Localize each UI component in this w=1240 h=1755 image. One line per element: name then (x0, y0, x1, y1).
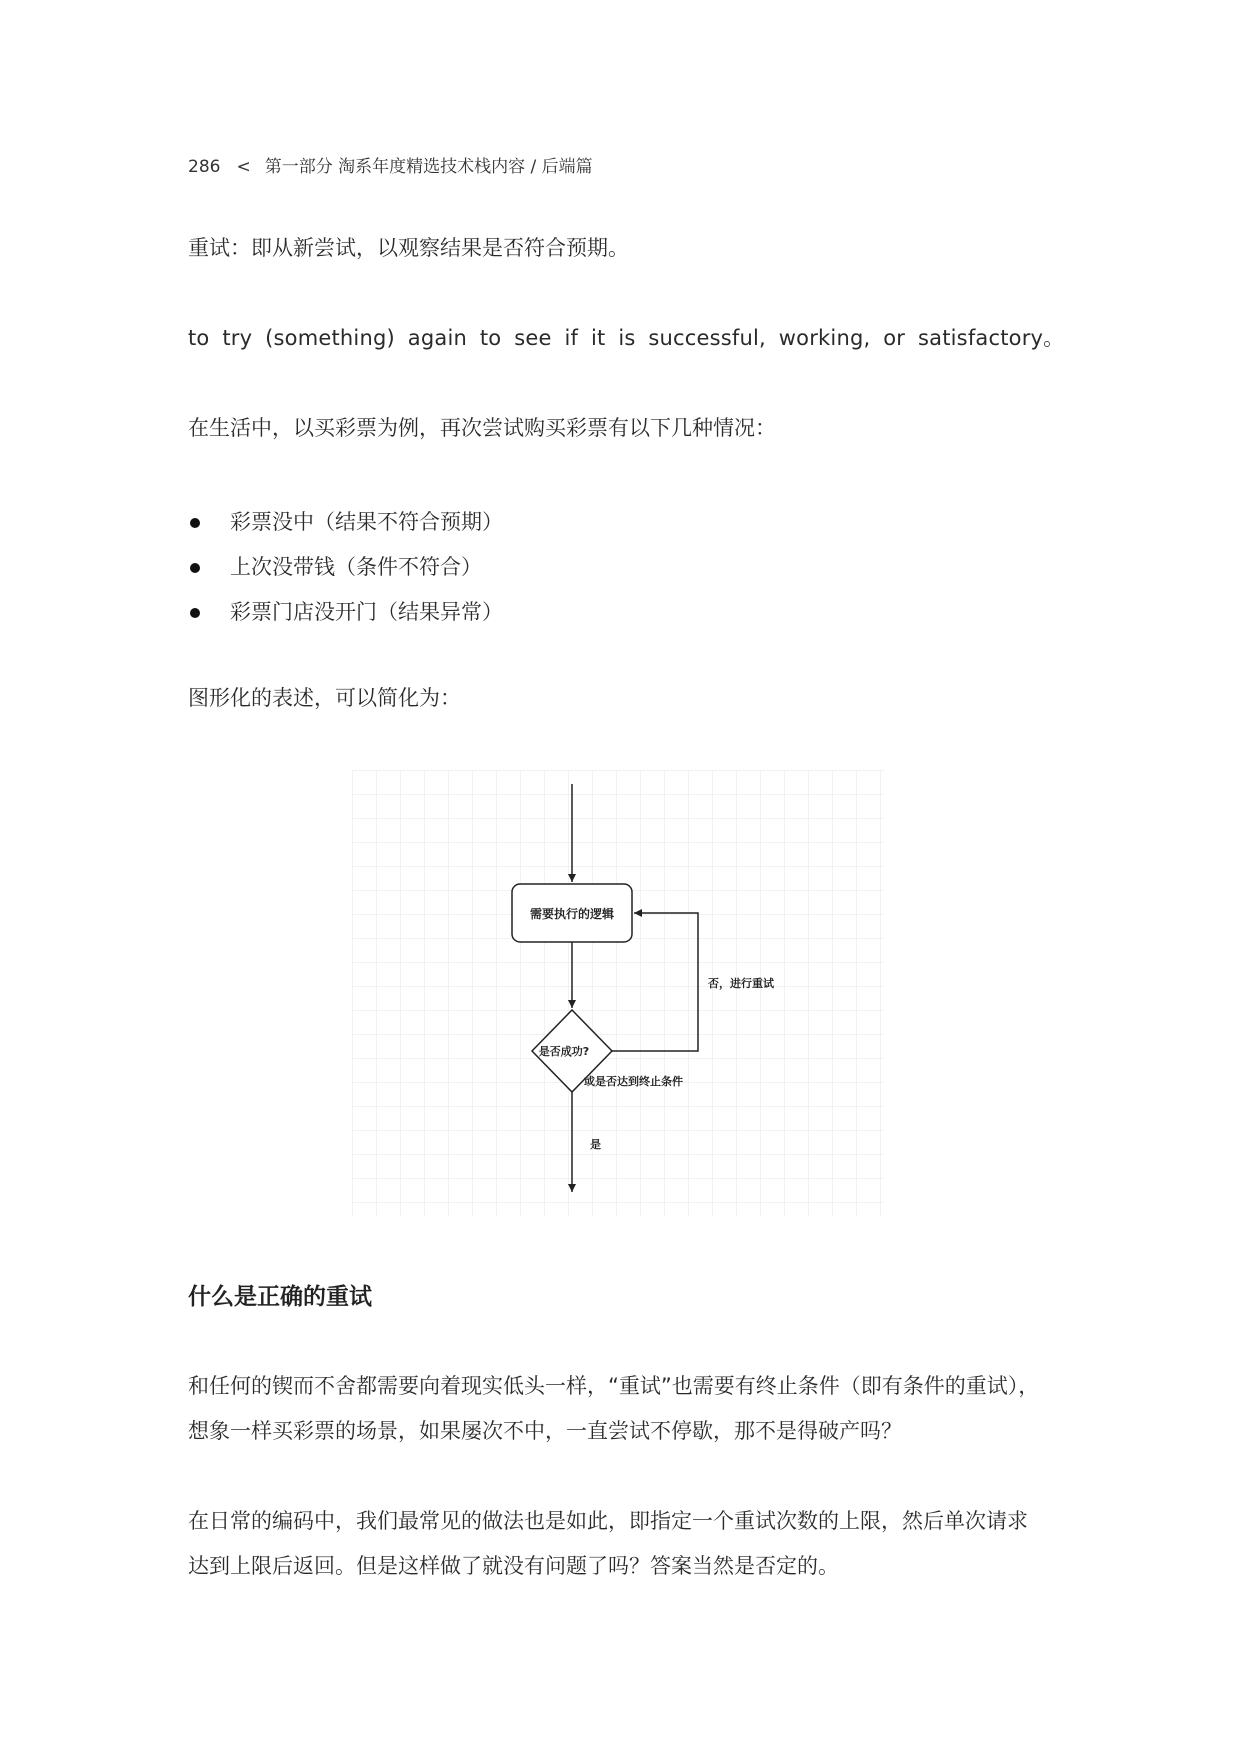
correct-retry-paragraph-1-line-1: 和任何的锲而不舍都需要向着现实低头一样，“重试”也需要有终止条件（即有条件的重试）， (188, 1374, 1040, 1398)
section-title: 什么是正确的重试 (188, 1284, 372, 1310)
correct-retry-paragraph-1-line-2: 想象一样买彩票的场景，如果屡次不中，一直尝试不停歇，那不是得破产吗？ (188, 1419, 902, 1443)
correct-retry-paragraph-2-line-2: 达到上限后返回。但是这样做了就没有问题了吗？答案当然是否定的。 (188, 1554, 839, 1578)
yes-label: 是 (590, 1138, 601, 1151)
list-item (188, 545, 503, 590)
retry-label: 否，进行重试 (708, 977, 774, 990)
page-number: 286 (188, 157, 221, 177)
retry-flowchart (352, 770, 884, 1216)
decision-label: 是否成功? (538, 1045, 590, 1058)
page-header (188, 152, 593, 177)
process-box-label: 需要执行的逻辑 (529, 907, 615, 921)
list-item-text: 彩票没中（结果不符合预期） (230, 510, 503, 534)
lottery-cases-list (188, 500, 503, 635)
bullet-dot-icon (190, 563, 200, 573)
definition-zh: 重试：即从新尝试，以观察结果是否符合预期。 (188, 236, 629, 260)
lottery-intro: 在生活中，以买彩票为例，再次尝试购买彩票有以下几种情况： (188, 416, 776, 440)
list-item-text: 彩票门店没开门（结果异常） (230, 600, 503, 624)
correct-retry-paragraph-2-line-1: 在日常的编码中，我们最常见的做法也是如此，即指定一个重试次数的上限，然后单次请求 (188, 1509, 1028, 1533)
definition-en: to try (something) again to see if it is successful, working, or satisfactory。 (188, 326, 1065, 350)
decision-sub-label: 或是否达到终止条件 (584, 1075, 683, 1088)
list-item (188, 500, 503, 545)
list-item (188, 590, 503, 635)
diagram-intro: 图形化的表述，可以简化为： (188, 686, 461, 710)
bullet-dot-icon (190, 518, 200, 528)
header-separator: < (236, 157, 251, 177)
flowchart-grid-background (352, 770, 884, 1216)
header-section-title: 第一部分 淘系年度精选技术栈内容 / 后端篇 (264, 157, 593, 177)
list-item-text: 上次没带钱（条件不符合） (230, 555, 482, 579)
bullet-dot-icon (190, 608, 200, 618)
